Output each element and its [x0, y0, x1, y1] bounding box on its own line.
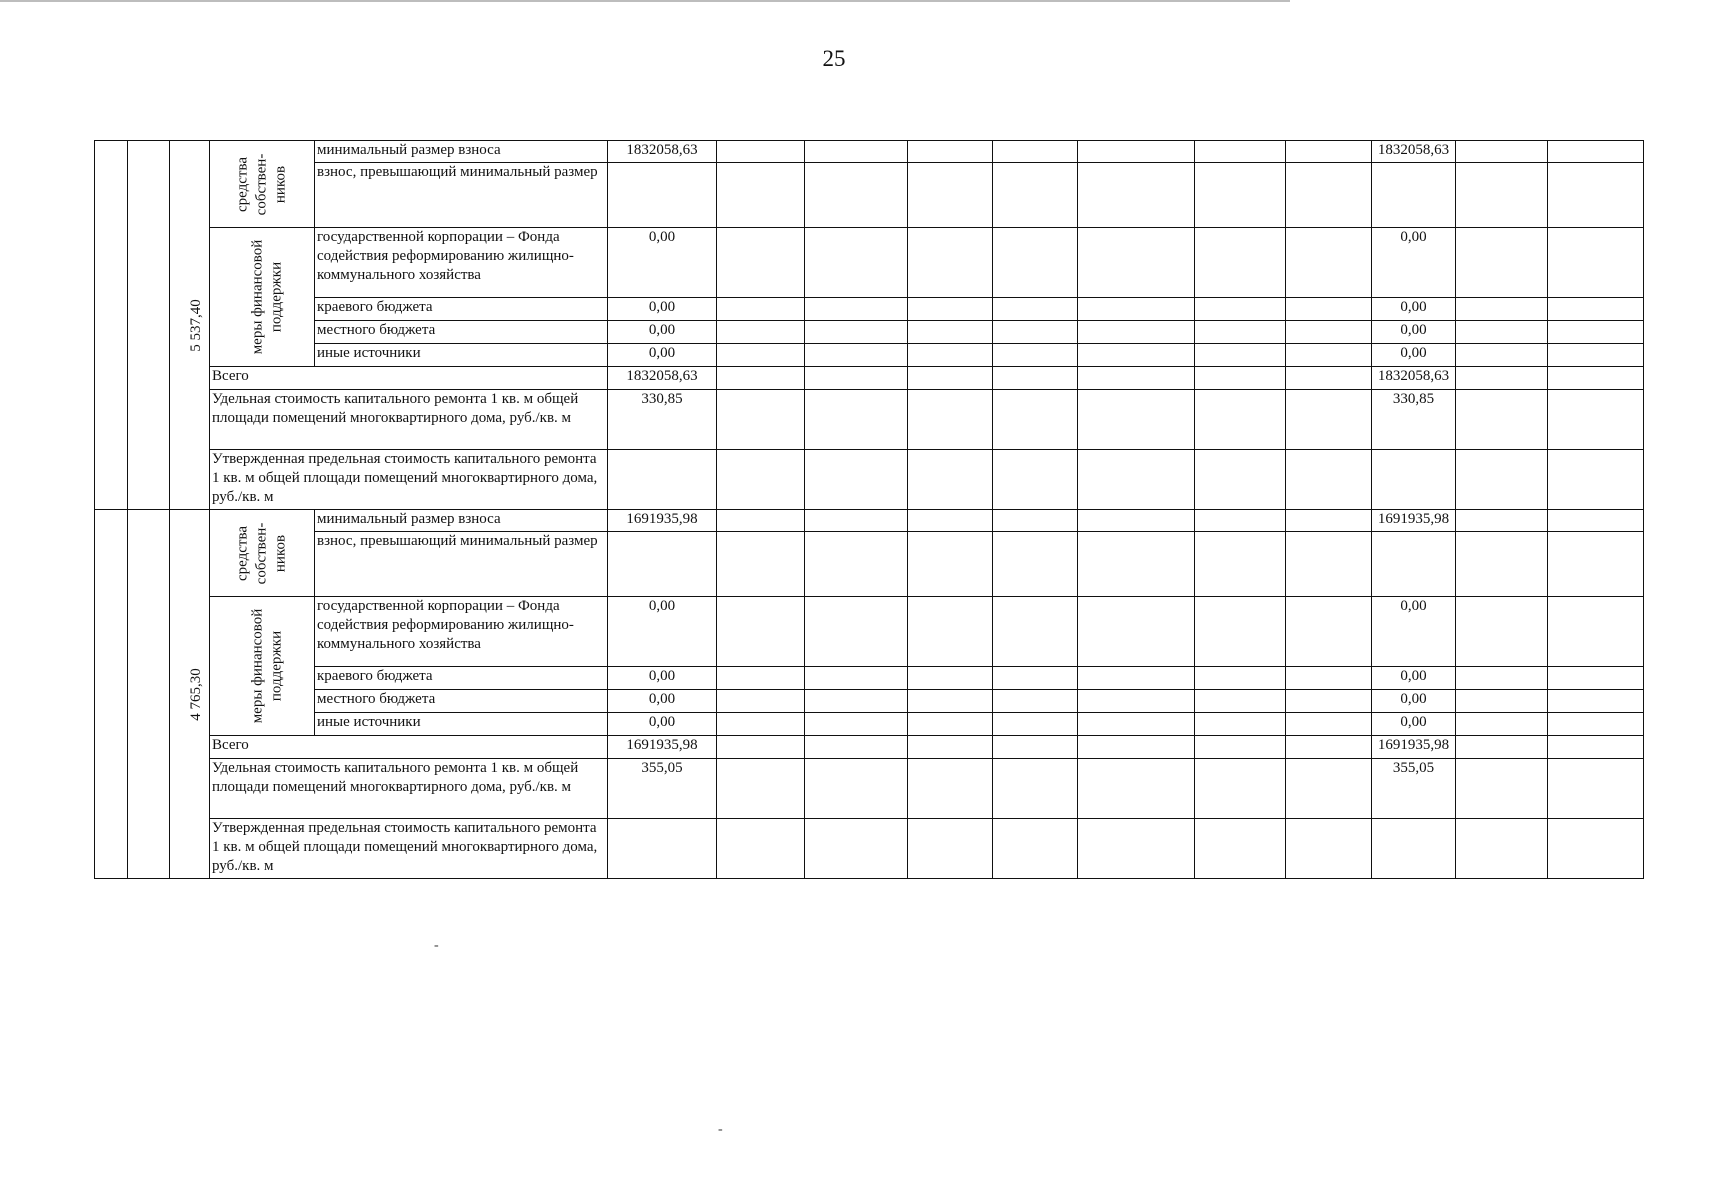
empty-cell	[1078, 713, 1195, 736]
empty-cell	[805, 819, 908, 879]
empty-cell	[717, 690, 805, 713]
empty-cell	[717, 390, 805, 450]
empty-cell	[717, 163, 805, 228]
empty-cell	[1078, 532, 1195, 597]
empty-cell	[805, 510, 908, 532]
empty-cell	[1078, 321, 1195, 344]
empty-cell	[908, 163, 993, 228]
empty-cell	[1078, 450, 1195, 510]
empty-cell	[1078, 667, 1195, 690]
empty-cell	[993, 390, 1078, 450]
empty-cell	[1548, 736, 1644, 759]
stray-mark: -	[718, 1122, 723, 1137]
empty-cell	[1456, 163, 1548, 228]
empty-cell	[608, 819, 717, 879]
empty-cell	[993, 690, 1078, 713]
empty-cell	[1548, 228, 1644, 298]
empty-cell	[1078, 163, 1195, 228]
empty-cell	[1195, 141, 1286, 163]
empty-cell	[1456, 667, 1548, 690]
empty-cell	[1286, 141, 1372, 163]
empty-cell	[717, 298, 805, 321]
empty-cell	[1286, 163, 1372, 228]
empty-cell	[993, 228, 1078, 298]
empty-cell	[993, 163, 1078, 228]
empty-cell	[993, 344, 1078, 367]
row-label: иные источники	[315, 344, 608, 367]
empty-cell	[1195, 713, 1286, 736]
empty-cell	[1286, 228, 1372, 298]
empty-cell	[1078, 736, 1195, 759]
empty-cell	[908, 819, 993, 879]
value-cell: 0,00	[608, 667, 717, 690]
empty-cell	[717, 759, 805, 819]
empty-cell	[1548, 450, 1644, 510]
empty-cell	[1286, 344, 1372, 367]
empty-cell	[1195, 819, 1286, 879]
empty-cell	[1195, 450, 1286, 510]
table-row	[95, 321, 1644, 344]
value-cell: 0,00	[608, 298, 717, 321]
empty-cell	[993, 819, 1078, 879]
value-cell: 0,00	[608, 713, 717, 736]
empty-cell	[805, 690, 908, 713]
owners-funds-group	[210, 141, 315, 228]
empty-cell	[1195, 321, 1286, 344]
value-cell: 0,00	[1372, 298, 1456, 321]
empty-cell	[805, 141, 908, 163]
address-cell	[128, 510, 170, 879]
empty-cell	[1286, 298, 1372, 321]
empty-cell	[1548, 344, 1644, 367]
empty-cell	[805, 532, 908, 597]
support-measures-group	[210, 597, 315, 736]
row-label: государственной корпорации – Фонда содействия реформированию жилищно-коммунального хозяйства	[315, 228, 608, 298]
empty-cell	[993, 736, 1078, 759]
unit-cost-label: Удельная стоимость капитального ремонта 1 кв. м общей площади помещений многоквартирного дома, руб./кв. м	[210, 390, 608, 450]
empty-cell	[1548, 321, 1644, 344]
max-cost-label: Утвержденная предельная стоимость капитального ремонта 1 кв. м общей площади помещений многоквартирного дома, руб./кв. м	[210, 450, 608, 510]
empty-cell	[993, 510, 1078, 532]
empty-cell	[717, 344, 805, 367]
value-cell: 1832058,63	[608, 141, 717, 163]
address-cell	[128, 141, 170, 510]
unit-cost-label: Удельная стоимость капитального ремонта 1 кв. м общей площади помещений многоквартирного дома, руб./кв. м	[210, 759, 608, 819]
empty-cell	[1286, 597, 1372, 667]
table-row	[95, 390, 1644, 450]
empty-cell	[1548, 367, 1644, 390]
empty-cell	[1548, 713, 1644, 736]
empty-cell	[1456, 597, 1548, 667]
table-row	[95, 713, 1644, 736]
value-cell: 1691935,98	[1372, 510, 1456, 532]
empty-cell	[1195, 510, 1286, 532]
empty-cell	[1456, 736, 1548, 759]
empty-cell	[608, 163, 717, 228]
empty-cell	[805, 736, 908, 759]
empty-cell	[717, 713, 805, 736]
row-label: взнос, превышающий минимальный размер	[315, 163, 608, 228]
row-label: местного бюджета	[315, 690, 608, 713]
table-row	[95, 344, 1644, 367]
empty-cell	[1078, 819, 1195, 879]
value-cell: 330,85	[1372, 390, 1456, 450]
empty-cell	[805, 713, 908, 736]
empty-cell	[993, 298, 1078, 321]
empty-cell	[805, 667, 908, 690]
owners-funds-group	[210, 510, 315, 597]
total-label: Всего	[210, 736, 608, 759]
value-cell: 1691935,98	[1372, 736, 1456, 759]
empty-cell	[1286, 450, 1372, 510]
empty-cell	[1456, 759, 1548, 819]
max-cost-label: Утвержденная предельная стоимость капитального ремонта 1 кв. м общей площади помещений многоквартирного дома, руб./кв. м	[210, 819, 608, 879]
empty-cell	[1456, 713, 1548, 736]
value-cell: 0,00	[608, 321, 717, 344]
support-measures-group	[210, 228, 315, 367]
row-label: краевого бюджета	[315, 667, 608, 690]
value-cell: 0,00	[1372, 344, 1456, 367]
empty-cell	[1286, 321, 1372, 344]
row-label: местного бюджета	[315, 321, 608, 344]
table-row	[95, 367, 1644, 390]
table-row	[95, 298, 1644, 321]
empty-cell	[717, 819, 805, 879]
support-measures-label: меры финансовой поддержки	[249, 608, 285, 724]
empty-cell	[1078, 510, 1195, 532]
empty-cell	[908, 667, 993, 690]
empty-cell	[1548, 819, 1644, 879]
empty-cell	[908, 759, 993, 819]
empty-cell	[1456, 819, 1548, 879]
top-rule	[0, 0, 1290, 2]
empty-cell	[1548, 510, 1644, 532]
empty-cell	[908, 597, 993, 667]
empty-cell	[908, 713, 993, 736]
empty-cell	[1078, 141, 1195, 163]
value-cell: 1832058,63	[608, 367, 717, 390]
empty-cell	[1548, 298, 1644, 321]
empty-cell	[1078, 228, 1195, 298]
table-row	[95, 228, 1644, 298]
value-cell: 0,00	[608, 344, 717, 367]
empty-cell	[908, 228, 993, 298]
empty-cell	[1195, 344, 1286, 367]
margin-cell	[95, 510, 128, 879]
empty-cell	[1548, 141, 1644, 163]
empty-cell	[908, 390, 993, 450]
value-cell: 1832058,63	[1372, 141, 1456, 163]
empty-cell	[1286, 390, 1372, 450]
empty-cell	[1078, 759, 1195, 819]
page-number: 25	[822, 46, 846, 71]
empty-cell	[1456, 228, 1548, 298]
empty-cell	[717, 450, 805, 510]
value-cell: 355,05	[608, 759, 717, 819]
empty-cell	[608, 532, 717, 597]
empty-cell	[1456, 367, 1548, 390]
empty-cell	[805, 321, 908, 344]
value-cell: 0,00	[608, 228, 717, 298]
empty-cell	[1195, 367, 1286, 390]
empty-cell	[717, 228, 805, 298]
empty-cell	[908, 321, 993, 344]
value-cell: 0,00	[1372, 713, 1456, 736]
empty-cell	[1195, 667, 1286, 690]
empty-cell	[717, 321, 805, 344]
empty-cell	[1195, 736, 1286, 759]
empty-cell	[1456, 141, 1548, 163]
empty-cell	[993, 597, 1078, 667]
empty-cell	[1195, 759, 1286, 819]
empty-cell	[1548, 759, 1644, 819]
row-label: минимальный размер взноса	[315, 510, 608, 532]
empty-cell	[717, 532, 805, 597]
table-row	[95, 163, 1644, 228]
empty-cell	[1372, 163, 1456, 228]
empty-cell	[993, 713, 1078, 736]
empty-cell	[1456, 321, 1548, 344]
empty-cell	[908, 367, 993, 390]
empty-cell	[993, 759, 1078, 819]
table-row	[95, 510, 1644, 532]
empty-cell	[717, 510, 805, 532]
empty-cell	[1456, 298, 1548, 321]
empty-cell	[1195, 597, 1286, 667]
empty-cell	[1372, 450, 1456, 510]
value-cell: 0,00	[1372, 667, 1456, 690]
table-row	[95, 597, 1644, 667]
empty-cell	[1548, 597, 1644, 667]
empty-cell	[1195, 163, 1286, 228]
value-cell: 0,00	[608, 690, 717, 713]
row-label: иные источники	[315, 713, 608, 736]
empty-cell	[805, 163, 908, 228]
empty-cell	[1286, 367, 1372, 390]
owners-funds-label: средства собствен- ников	[234, 153, 289, 215]
row-label: минимальный размер взноса	[315, 141, 608, 163]
value-cell: 0,00	[1372, 228, 1456, 298]
empty-cell	[717, 141, 805, 163]
empty-cell	[1195, 532, 1286, 597]
empty-cell	[993, 141, 1078, 163]
empty-cell	[1456, 450, 1548, 510]
empty-cell	[1286, 819, 1372, 879]
empty-cell	[717, 597, 805, 667]
value-cell: 1691935,98	[608, 510, 717, 532]
empty-cell	[717, 367, 805, 390]
empty-cell	[908, 510, 993, 532]
table-row	[95, 141, 1644, 163]
table-row	[95, 450, 1644, 510]
empty-cell	[1195, 390, 1286, 450]
empty-cell	[1286, 690, 1372, 713]
empty-cell	[993, 321, 1078, 344]
table-row	[95, 819, 1644, 879]
empty-cell	[1372, 532, 1456, 597]
empty-cell	[1195, 228, 1286, 298]
empty-cell	[908, 141, 993, 163]
repair-financing-table	[94, 140, 1644, 879]
row-label: государственной корпорации – Фонда содействия реформированию жилищно-коммунального хозяйства	[315, 597, 608, 667]
empty-cell	[1078, 367, 1195, 390]
value-cell: 1691935,98	[608, 736, 717, 759]
empty-cell	[805, 367, 908, 390]
empty-cell	[1286, 736, 1372, 759]
empty-cell	[1548, 390, 1644, 450]
empty-cell	[805, 759, 908, 819]
empty-cell	[1372, 819, 1456, 879]
table-row	[95, 736, 1644, 759]
value-cell: 0,00	[1372, 690, 1456, 713]
empty-cell	[1286, 532, 1372, 597]
stray-mark: -	[434, 938, 439, 953]
empty-cell	[908, 690, 993, 713]
empty-cell	[1078, 597, 1195, 667]
value-cell: 0,00	[1372, 321, 1456, 344]
empty-cell	[908, 532, 993, 597]
empty-cell	[1548, 667, 1644, 690]
row-label: взнос, превышающий минимальный размер	[315, 532, 608, 597]
empty-cell	[1456, 690, 1548, 713]
empty-cell	[1078, 690, 1195, 713]
empty-cell	[1195, 690, 1286, 713]
empty-cell	[993, 450, 1078, 510]
empty-cell	[1078, 298, 1195, 321]
empty-cell	[1456, 510, 1548, 532]
empty-cell	[993, 367, 1078, 390]
empty-cell	[908, 344, 993, 367]
value-cell: 355,05	[1372, 759, 1456, 819]
area-cell	[170, 141, 210, 510]
empty-cell	[1078, 390, 1195, 450]
empty-cell	[805, 597, 908, 667]
value-cell: 1832058,63	[1372, 367, 1456, 390]
empty-cell	[908, 298, 993, 321]
empty-cell	[993, 667, 1078, 690]
empty-cell	[1456, 532, 1548, 597]
empty-cell	[608, 450, 717, 510]
table-row	[95, 759, 1644, 819]
value-cell: 0,00	[608, 597, 717, 667]
empty-cell	[1548, 690, 1644, 713]
empty-cell	[717, 667, 805, 690]
table-row	[95, 690, 1644, 713]
total-label: Всего	[210, 367, 608, 390]
area-cell	[170, 510, 210, 879]
empty-cell	[1078, 344, 1195, 367]
empty-cell	[805, 450, 908, 510]
empty-cell	[805, 298, 908, 321]
empty-cell	[1456, 344, 1548, 367]
value-cell: 0,00	[1372, 597, 1456, 667]
empty-cell	[1286, 667, 1372, 690]
empty-cell	[1286, 759, 1372, 819]
row-label: краевого бюджета	[315, 298, 608, 321]
table-row	[95, 532, 1644, 597]
empty-cell	[805, 390, 908, 450]
empty-cell	[908, 450, 993, 510]
table-row	[95, 667, 1644, 690]
empty-cell	[993, 532, 1078, 597]
owners-funds-label: средства собствен- ников	[234, 522, 289, 584]
empty-cell	[1548, 163, 1644, 228]
empty-cell	[1286, 713, 1372, 736]
empty-cell	[1286, 510, 1372, 532]
value-cell: 330,85	[608, 390, 717, 450]
empty-cell	[1456, 390, 1548, 450]
empty-cell	[1548, 532, 1644, 597]
support-measures-label: меры финансовой поддержки	[249, 239, 285, 355]
empty-cell	[908, 736, 993, 759]
empty-cell	[1195, 298, 1286, 321]
empty-cell	[717, 736, 805, 759]
area-value: 5 537,40	[187, 298, 204, 352]
area-value: 4 765,30	[187, 667, 204, 721]
margin-cell	[95, 141, 128, 510]
empty-cell	[805, 344, 908, 367]
empty-cell	[805, 228, 908, 298]
